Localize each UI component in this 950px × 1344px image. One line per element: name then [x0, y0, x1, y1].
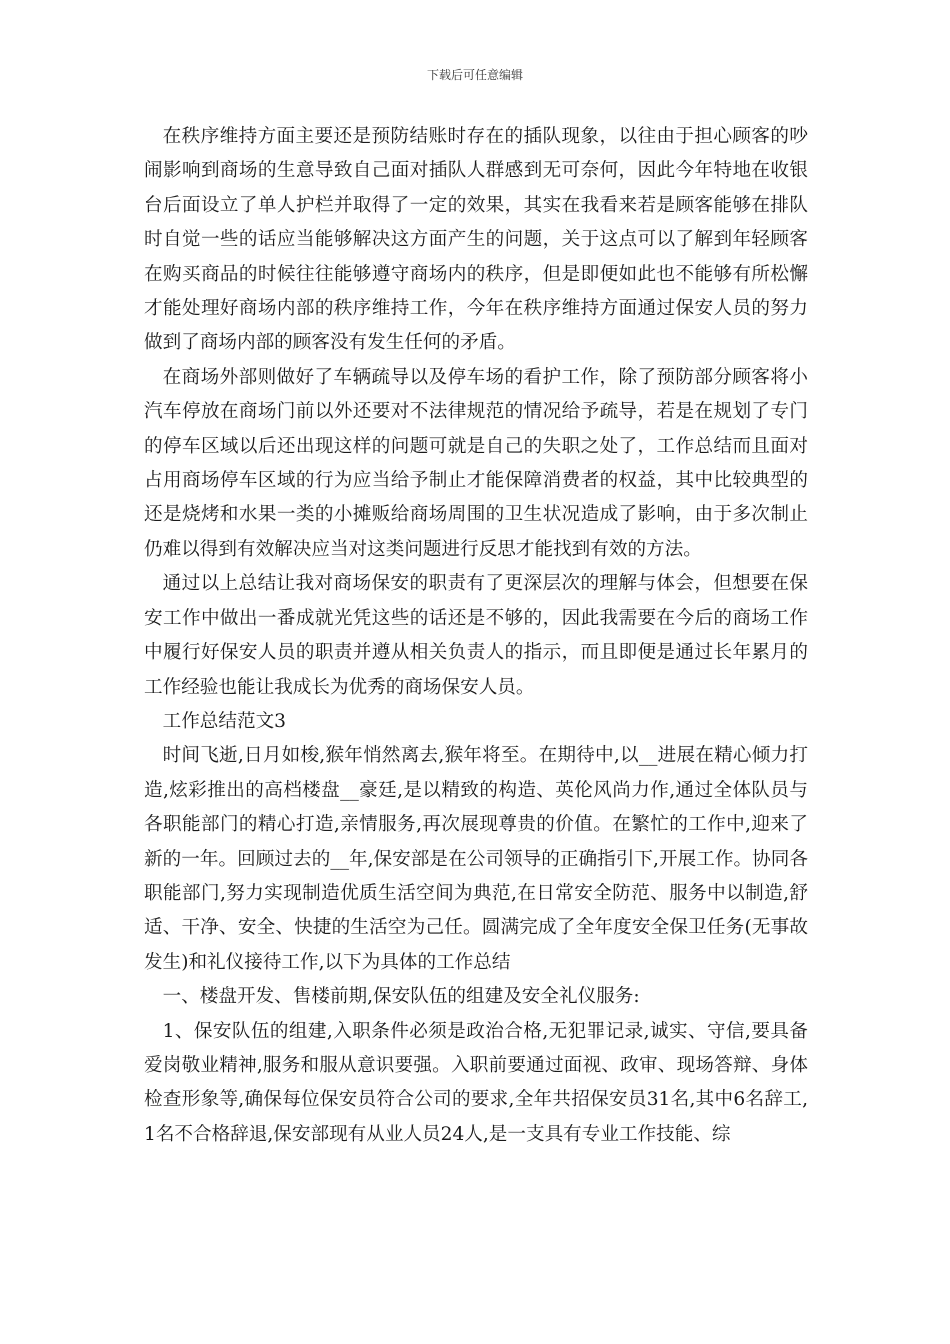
- paragraph: 在秩序维持方面主要还是预防结账时存在的插队现象，以往由于担心顾客的吵闹影响到商场的生意导致自己面对插队人群感到无可奈何，因此今年特地在收银台后面设立了单人护栏并取得了一定的效果，其实在我看来若是顾客能够在排队时自觉一些的话应当能够解决这方面产生的问题，关于这点可以了解到年轻顾客在购买商品的时候往往能够遵守商场内的秩序，但是即便如此也不能够有所松懈才能处理好商场内部的秩序维持工作，今年在秩序维持方面通过保安人员的努力做到了商场内部的顾客没有发生任何的矛盾。: [144, 126, 808, 354]
- section-heading: 工作总结范文3: [162, 710, 286, 732]
- paragraph: 通过以上总结让我对商场保安的职责有了更深层次的理解与体会，但想要在保安工作中做出一番成就光凭这些的话还是不够的，因此我需要在今后的商场工作中履行好保安人员的职责并遵从相关负责人的指示，而且即便是通过长年累月的工作经验也能让我成长为优秀的商场保安人员。: [144, 573, 808, 698]
- paragraph: 在商场外部则做好了车辆疏导以及停车场的看护工作，除了预防部分顾客将小汽车停放在商场门前以外还要对不法律规范的情况给予疏导，若是在规划了专门的停车区域以后还出现这样的问题可就是自己的失职之处了，工作总结而且面对占用商场停车区域的行为应当给予制止才能保障消费者的权益，其中比较典型的还是烧烤和水果一类的小摊贩给商场周围的卫生状况造成了影响，由于多次制止仍难以得到有效解决应当对这类问题进行反思才能找到有效的方法。: [144, 366, 808, 560]
- paragraph: 1、保安队伍的组建,入职条件必须是政治合格,无犯罪记录,诚实、守信,要具备爱岗敬业精神,服务和服从意识要强。入职前要通过面视、政审、现场答辩、身体检查形象等,确保每位保安员符合公司的要求,全年共招保安员31名,其中6名辞工,1名不合格辞退,保安部现有从业人员24人,是一支具有专业工作技能、综: [144, 1020, 808, 1145]
- document-body: [144, 120, 808, 1152]
- paragraph: 时间飞逝,日月如梭,猴年悄然离去,猴年将至。在期待中,以__进展在精心倾力打造,炫彩推出的高档楼盘__豪廷,是以精致的构造、英伦风尚力作,通过全体队员与各职能部门的精心打造,亲情服务,再次展现尊贵的价值。在繁忙的工作中,迎来了新的一年。回顾过去的__年,保安部是在公司领导的正确指引下,开展工作。协同各职能部门,努力实现制造优质生活空间为典范,在日常安全防范、服务中以制造,舒适、干净、安全、快捷的生活空为己任。圆满完成了全年度安全保卫任务(无事故发生)和礼仪接待工作,以下为具体的工作总结: [144, 745, 808, 973]
- page-header-note: 下载后可任意编辑: [426, 68, 523, 82]
- subsection-heading: 一、楼盘开发、售楼前期,保安队伍的组建及安全礼仪服务:: [162, 986, 640, 1008]
